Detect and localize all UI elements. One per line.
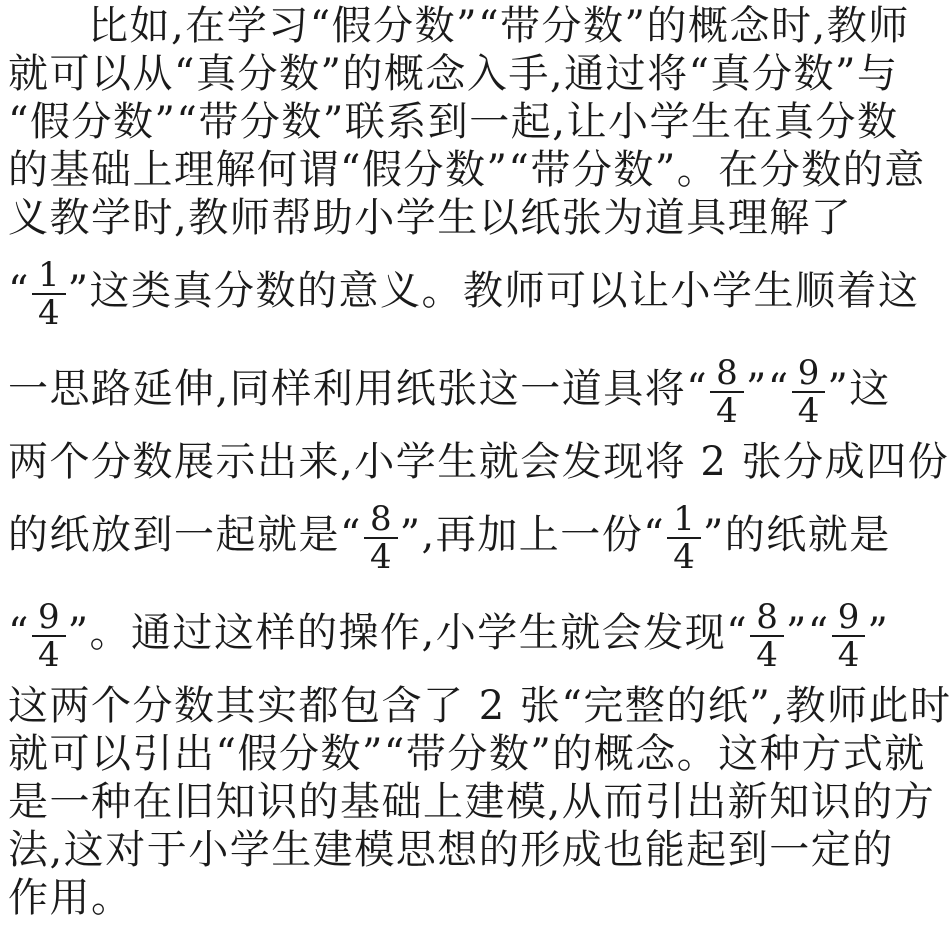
text-segment: ”,再加上一份“ — [399, 512, 666, 558]
text-line-1 — [8, 2, 910, 50]
fraction-denominator: 4 — [716, 391, 738, 431]
text-segment: 法,这对于小学生建模思想的形成也能起到一定的 — [8, 827, 894, 873]
text-segment: “假分数”“带分数”联系到一起,让小学生在真分数 — [8, 99, 899, 145]
fraction-one-quarter — [32, 257, 66, 331]
text-line-12 — [8, 730, 926, 778]
fraction-eight-quarters — [364, 501, 398, 575]
text-line-14 — [8, 826, 894, 874]
text-segment: 比如,在学习“假分数”“带分数”的概念时,教师 — [88, 3, 910, 49]
text-line-6 — [8, 242, 920, 340]
fraction-numerator: 9 — [37, 597, 60, 637]
fraction-numerator: 9 — [837, 597, 860, 637]
fraction-eight-quarters — [710, 355, 744, 429]
fraction-numerator: 8 — [716, 353, 738, 393]
text-line-7 — [8, 340, 891, 438]
fraction-eight-quarters — [750, 599, 784, 673]
text-segment: 作用。 — [8, 875, 133, 921]
text-segment: ”这 — [827, 366, 891, 412]
text-segment: ”。通过这样的操作,小学生就会发现“ — [67, 610, 749, 656]
fraction-numerator: 8 — [369, 499, 392, 539]
text-segment: 就可以引出“假分数”“带分数”的概念。这种方式就 — [8, 731, 926, 777]
fraction-numerator: 9 — [797, 353, 820, 393]
text-line-15 — [8, 874, 847, 922]
text-segment: ”“ — [785, 610, 830, 656]
text-line-5 — [8, 194, 853, 242]
fraction-denominator: 4 — [756, 635, 778, 675]
text-segment: 一思路延伸,同样利用纸张这一道具将“ — [8, 366, 709, 412]
fraction-numerator: 1 — [37, 255, 60, 295]
text-line-11 — [8, 682, 952, 730]
text-line-4 — [8, 146, 926, 194]
text-segment: 的纸放到一起就是“ — [8, 512, 362, 558]
fraction-denominator: 4 — [37, 293, 60, 333]
fraction-numerator: 8 — [756, 597, 778, 637]
text-line-13 — [8, 778, 936, 826]
text-segment: 义教学时,教师帮助小学生以纸张为道具理解了 — [8, 195, 853, 241]
text-segment: 的基础上理解何谓“假分数”“带分数”。在分数的意 — [8, 147, 926, 193]
text-line-2 — [8, 50, 899, 98]
text-segment: ”“ — [745, 366, 790, 412]
text-segment: “ — [8, 610, 30, 656]
fraction-one-quarter — [667, 501, 701, 575]
fraction-nine-quarters — [792, 355, 826, 429]
text-segment: ”这类真分数的意义。教师可以让小学生顺着这 — [67, 268, 920, 314]
text-line-8 — [8, 438, 950, 486]
text-segment: ”的纸就是 — [702, 512, 891, 558]
fraction-denominator: 4 — [37, 635, 60, 675]
fraction-denominator: 4 — [673, 537, 695, 577]
text-segment: 这两个分数其实都包含了 2 张“完整的纸”,教师此时 — [8, 683, 952, 729]
fraction-nine-quarters — [32, 599, 66, 673]
text-segment: “ — [8, 268, 30, 314]
fraction-numerator: 1 — [673, 499, 695, 539]
fraction-nine-quarters — [832, 599, 866, 673]
text-line-3 — [8, 98, 899, 146]
text-segment: 就可以从“真分数”的概念入手,通过将“真分数”与 — [8, 51, 899, 97]
text-segment: 两个分数展示出来,小学生就会发现将 2 张分成四份 — [8, 439, 950, 485]
fraction-denominator: 4 — [369, 537, 392, 577]
text-segment: 是一种在旧知识的基础上建模,从而引出新知识的方 — [8, 779, 936, 825]
fraction-denominator: 4 — [837, 635, 860, 675]
text-line-9 — [8, 486, 891, 584]
text-line-10 — [8, 584, 890, 682]
text-segment: ” — [867, 610, 890, 656]
fraction-denominator: 4 — [797, 391, 820, 431]
